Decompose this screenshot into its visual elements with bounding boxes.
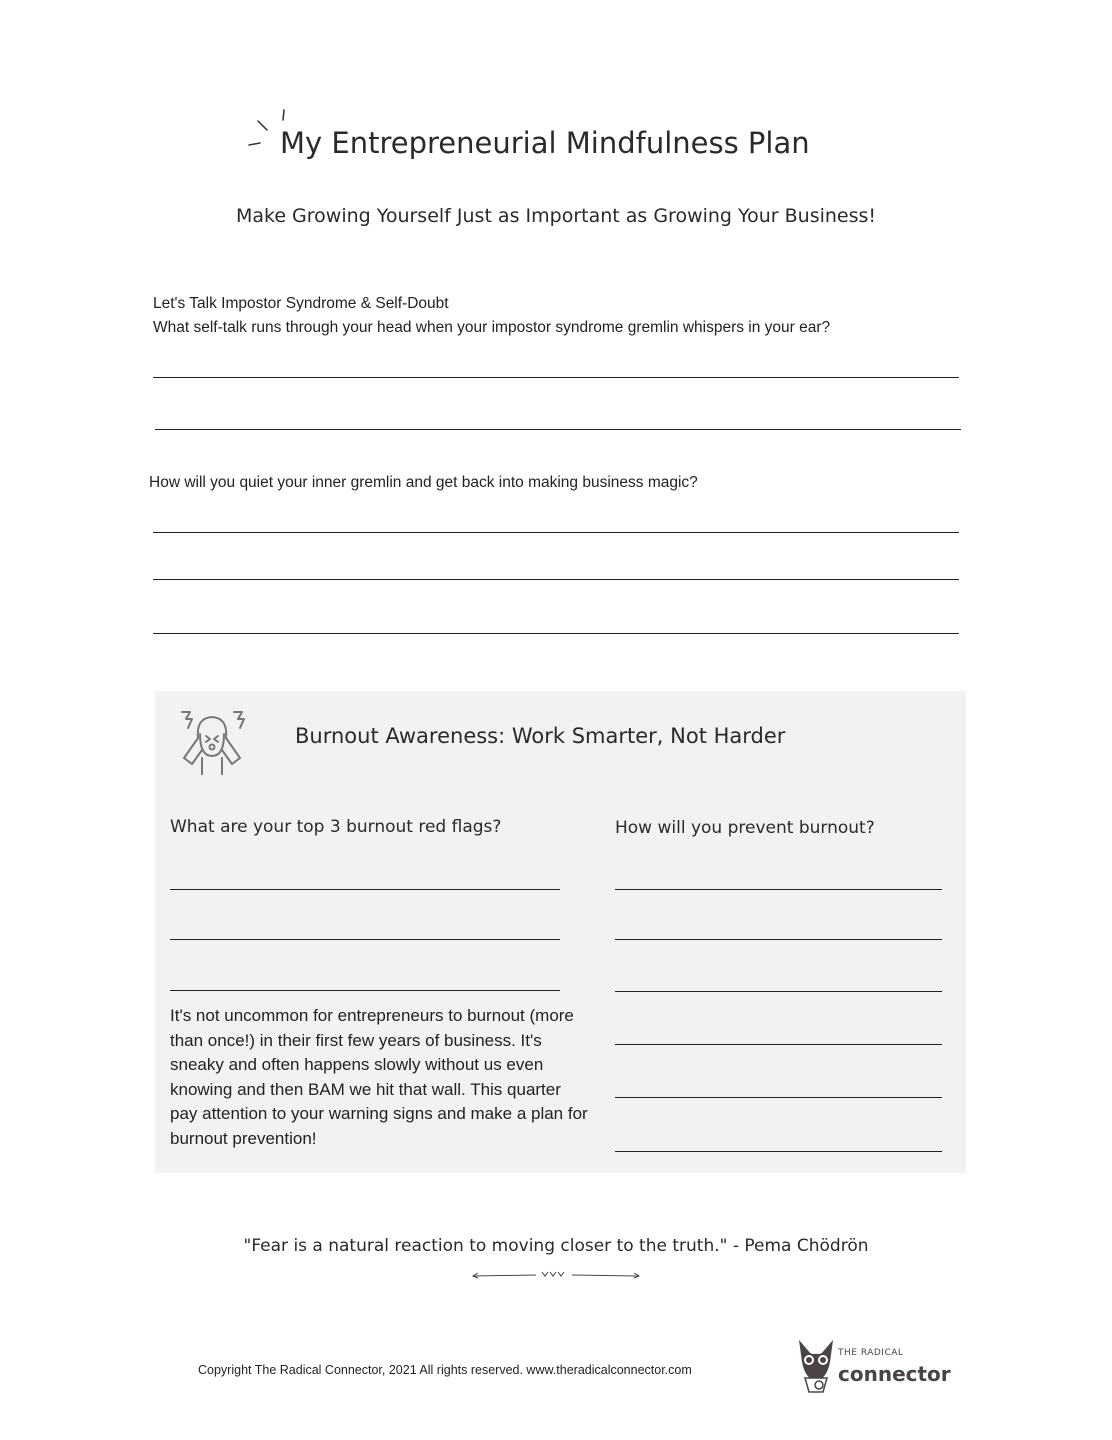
impostor-heading: Let's Talk Impostor Syndrome & Self-Doubt <box>153 295 449 312</box>
answer-line[interactable] <box>615 1151 942 1152</box>
answer-line[interactable] <box>615 1044 942 1045</box>
impostor-question-2: How will you quiet your inner gremlin and get back into making business magic? <box>149 474 698 491</box>
logo-text-main: connector <box>838 1362 951 1386</box>
answer-line[interactable] <box>615 939 942 940</box>
answer-line[interactable] <box>155 429 961 430</box>
answer-line[interactable] <box>615 991 942 992</box>
answer-line[interactable] <box>153 579 959 580</box>
logo-text-top: THE RADICAL <box>838 1348 904 1358</box>
sparkle-accent-icon <box>245 106 285 151</box>
quote: "Fear is a natural reaction to moving closer to the truth." - Pema Chödrön <box>243 1236 869 1256</box>
answer-line[interactable] <box>153 377 959 378</box>
prevent-question: How will you prevent burnout? <box>615 818 875 838</box>
copyright-footer: Copyright The Radical Connector, 2021 All rights reserved. www.theradicalconnector.com <box>198 1363 692 1377</box>
answer-line[interactable] <box>170 990 560 991</box>
burnout-title: Burnout Awareness: Work Smarter, Not Harder <box>295 724 786 748</box>
arrow-divider-icon <box>470 1268 642 1282</box>
page-subtitle: Make Growing Yourself Just as Important as Growing Your Business! <box>235 205 877 227</box>
burnout-paragraph: It's not uncommon for entrepreneurs to burnout (more than once!) in their first few years of business. It's sneaky and often happens slowly without us even knowing and then BAM we hit that wall. This quarter pay attention to your warning signs and make a plan for burnout prevention! <box>170 1006 588 1148</box>
answer-line[interactable] <box>170 889 560 890</box>
answer-line[interactable] <box>615 889 942 890</box>
impostor-question-1: What self-talk runs through your head when your impostor syndrome gremlin whispers in your ear? <box>153 319 831 336</box>
answer-line[interactable] <box>170 939 560 940</box>
answer-line[interactable] <box>153 633 959 634</box>
red-flags-question: What are your top 3 burnout red flags? <box>170 817 502 837</box>
chihuahua-logo-icon <box>797 1338 835 1394</box>
stressed-person-icon <box>178 708 246 776</box>
page-title: My Entrepreneurial Mindfulness Plan <box>280 126 810 160</box>
answer-line[interactable] <box>153 532 959 533</box>
answer-line[interactable] <box>615 1097 942 1098</box>
